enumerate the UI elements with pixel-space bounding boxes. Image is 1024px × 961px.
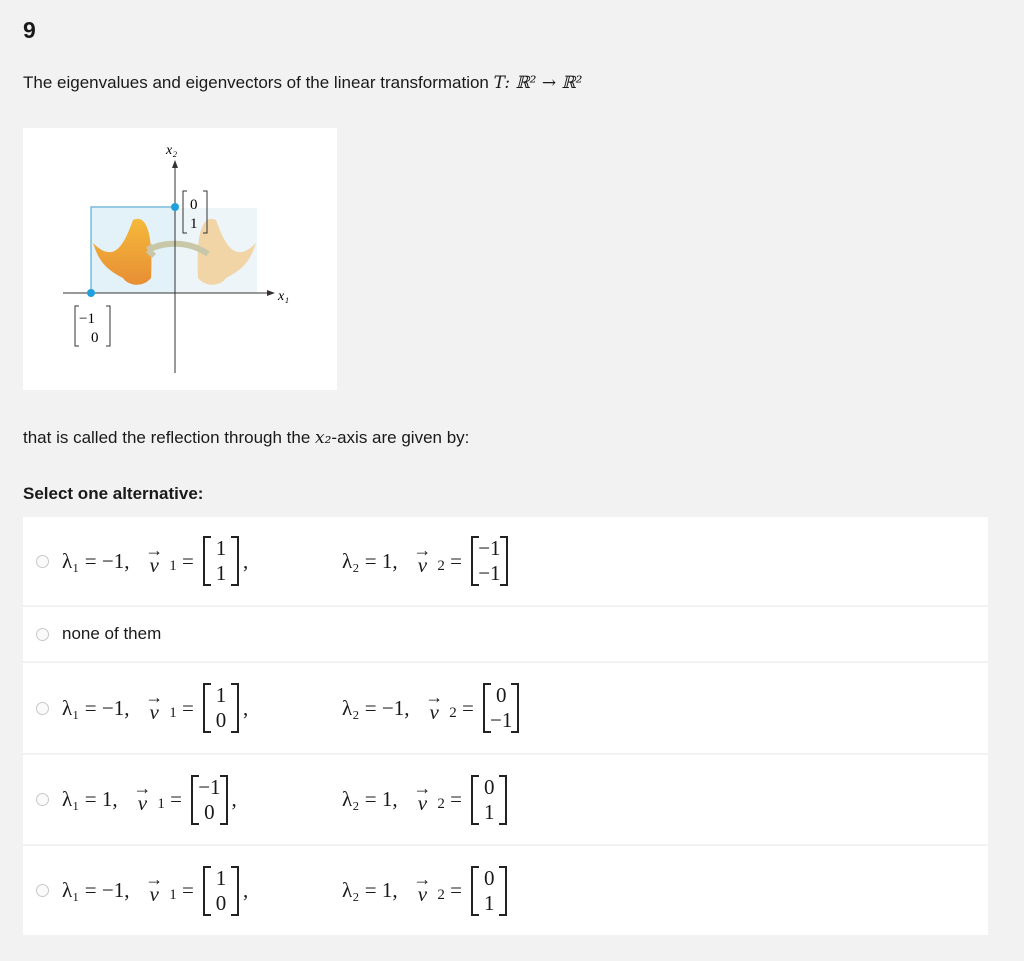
vector-v1-symbol bbox=[133, 778, 152, 816]
equals-sign: = bbox=[444, 878, 468, 902]
vector-entry-bottom: 0 bbox=[204, 799, 215, 824]
option-3[interactable] bbox=[23, 663, 988, 755]
vec-a-top: 0 bbox=[190, 197, 198, 213]
vector-subscript: 1 bbox=[169, 887, 177, 903]
option-4[interactable] bbox=[23, 755, 988, 846]
question-text-continued bbox=[23, 428, 469, 448]
equals-sign: = bbox=[176, 878, 200, 902]
eigenvalue-1: λ₁ = −1, bbox=[62, 878, 130, 902]
option-5[interactable] bbox=[23, 846, 988, 937]
radio-button[interactable] bbox=[36, 628, 49, 641]
eigenpair-2 bbox=[342, 775, 511, 825]
eigenvalue-1: λ₁ = −1, bbox=[62, 548, 130, 573]
option-2[interactable] bbox=[23, 607, 988, 663]
eigenpair-1 bbox=[62, 683, 342, 733]
vector-letter: v bbox=[417, 791, 428, 815]
question-text-part: The eigenvalues and eigenvectors of the linear transformation bbox=[23, 73, 494, 92]
vector-subscript: 2 bbox=[437, 557, 445, 574]
vector-entry-bottom: 1 bbox=[215, 561, 227, 585]
comma: , bbox=[243, 878, 249, 902]
column-vector-2 bbox=[471, 775, 507, 825]
eigenpair-1 bbox=[62, 775, 342, 825]
eigenpair-1 bbox=[62, 866, 342, 916]
eigenpair-2 bbox=[342, 536, 512, 586]
vector-entry-top: −1 bbox=[478, 536, 501, 560]
eigenpair-2 bbox=[342, 866, 511, 916]
comma: , bbox=[231, 787, 237, 811]
vector-subscript: 2 bbox=[449, 704, 457, 721]
equals-sign: = bbox=[176, 695, 200, 720]
q2-part-end: -axis are given by: bbox=[331, 428, 470, 447]
vector-entry-top: 1 bbox=[215, 536, 227, 560]
option-expression bbox=[62, 683, 523, 733]
radio-button[interactable] bbox=[36, 555, 49, 568]
select-label: Select one alternative: bbox=[23, 484, 204, 503]
vector-v2-symbol bbox=[425, 686, 444, 725]
eigenvalue-2: λ₂ = 1, bbox=[342, 878, 398, 902]
comma: , bbox=[243, 695, 249, 720]
eigenpair-1 bbox=[62, 536, 342, 586]
column-vector-2 bbox=[471, 866, 507, 916]
x2-label: x₂ bbox=[166, 143, 178, 158]
column-vector-2 bbox=[471, 536, 507, 586]
equals-sign: = bbox=[176, 548, 200, 573]
vector-letter: v bbox=[417, 552, 428, 577]
vector-v2-symbol bbox=[413, 869, 432, 907]
question-math: T: ℝ² → ℝ² bbox=[493, 73, 583, 93]
q2-part: that is called the reflection through the bbox=[23, 428, 316, 447]
vector-arrow-icon: → bbox=[145, 539, 164, 560]
x1-label: x₁ bbox=[278, 289, 290, 304]
vec-b-top: −1 bbox=[79, 311, 95, 327]
eigenvalue-2: λ₂ = 1, bbox=[342, 548, 398, 573]
vector-arrow-icon: → bbox=[145, 869, 164, 889]
equals-sign: = bbox=[456, 695, 480, 720]
vector-entry-bottom: −1 bbox=[490, 708, 513, 732]
equals-sign: = bbox=[164, 787, 188, 811]
vector-entry-bottom: 1 bbox=[483, 799, 495, 824]
vector-arrow-icon: → bbox=[413, 539, 432, 560]
vector-v1-symbol bbox=[145, 539, 164, 578]
equals-sign: = bbox=[444, 787, 468, 811]
vector-entry-top: 1 bbox=[215, 865, 227, 890]
vector-letter: v bbox=[429, 699, 439, 724]
vector-entry-top: −1 bbox=[198, 774, 221, 799]
vector-subscript: 1 bbox=[169, 557, 177, 574]
column-vector-1 bbox=[203, 536, 239, 586]
equals-sign: = bbox=[444, 548, 468, 573]
column-vector-1 bbox=[203, 683, 239, 733]
vector-entry-bottom: −1 bbox=[478, 561, 501, 585]
vector-v1-symbol bbox=[145, 686, 164, 725]
comma: , bbox=[243, 548, 249, 573]
eigenvalue-2: λ₂ = −1, bbox=[342, 695, 410, 720]
reflection-figure bbox=[23, 128, 337, 390]
q2-math: x₂ bbox=[315, 428, 332, 448]
point-b bbox=[87, 289, 95, 297]
eigenvalue-2: λ₂ = 1, bbox=[342, 787, 398, 811]
vector-letter: v bbox=[149, 552, 159, 577]
option-expression bbox=[62, 866, 511, 916]
vector-arrow-icon: → bbox=[145, 686, 164, 707]
vector-arrow-icon: → bbox=[133, 778, 152, 798]
vec-b-bottom: 0 bbox=[91, 330, 99, 346]
option-expression bbox=[62, 536, 512, 586]
vector-entry-bottom: 0 bbox=[215, 708, 227, 732]
option-label: none of them bbox=[62, 624, 162, 643]
column-vector-1 bbox=[203, 866, 239, 916]
vector-v2-symbol bbox=[413, 539, 432, 578]
column-vector-1 bbox=[191, 775, 227, 825]
question-number: 9 bbox=[23, 17, 36, 43]
vector-v1-symbol bbox=[145, 869, 164, 907]
vector-v2-symbol bbox=[413, 778, 432, 816]
column-vector-2 bbox=[483, 683, 519, 733]
question-text bbox=[23, 73, 582, 93]
options-list bbox=[23, 517, 988, 937]
vector-letter: v bbox=[417, 882, 428, 906]
option-expression bbox=[62, 775, 511, 825]
vector-entry-top: 0 bbox=[483, 774, 495, 799]
vector-entry-top: 0 bbox=[495, 683, 507, 707]
vector-entry-top: 1 bbox=[215, 683, 227, 707]
point-a bbox=[171, 203, 179, 211]
vector-entry-bottom: 0 bbox=[215, 890, 227, 915]
vector-entry-top: 0 bbox=[483, 865, 495, 890]
vector-arrow-icon: → bbox=[425, 686, 444, 707]
radio-button[interactable] bbox=[36, 793, 49, 806]
vector-arrow-icon: → bbox=[413, 869, 432, 889]
option-1[interactable] bbox=[23, 517, 988, 607]
radio-button[interactable] bbox=[36, 884, 49, 897]
eigenvalue-1: λ₁ = −1, bbox=[62, 695, 130, 720]
radio-button[interactable] bbox=[36, 702, 49, 715]
vector-letter: v bbox=[149, 699, 159, 724]
vector-letter: v bbox=[149, 882, 159, 906]
vector-subscript: 1 bbox=[157, 796, 165, 812]
vector-letter: v bbox=[137, 791, 148, 815]
vector-arrow-icon: → bbox=[413, 778, 432, 798]
vector-subscript: 1 bbox=[169, 704, 177, 721]
vector-subscript: 2 bbox=[437, 887, 445, 903]
eigenvalue-1: λ₁ = 1, bbox=[62, 787, 118, 811]
reflection-diagram bbox=[23, 128, 337, 390]
vector-subscript: 2 bbox=[437, 796, 445, 812]
eigenpair-2 bbox=[342, 683, 523, 733]
vector-entry-bottom: 1 bbox=[483, 890, 495, 915]
vec-a-bottom: 1 bbox=[190, 216, 198, 232]
